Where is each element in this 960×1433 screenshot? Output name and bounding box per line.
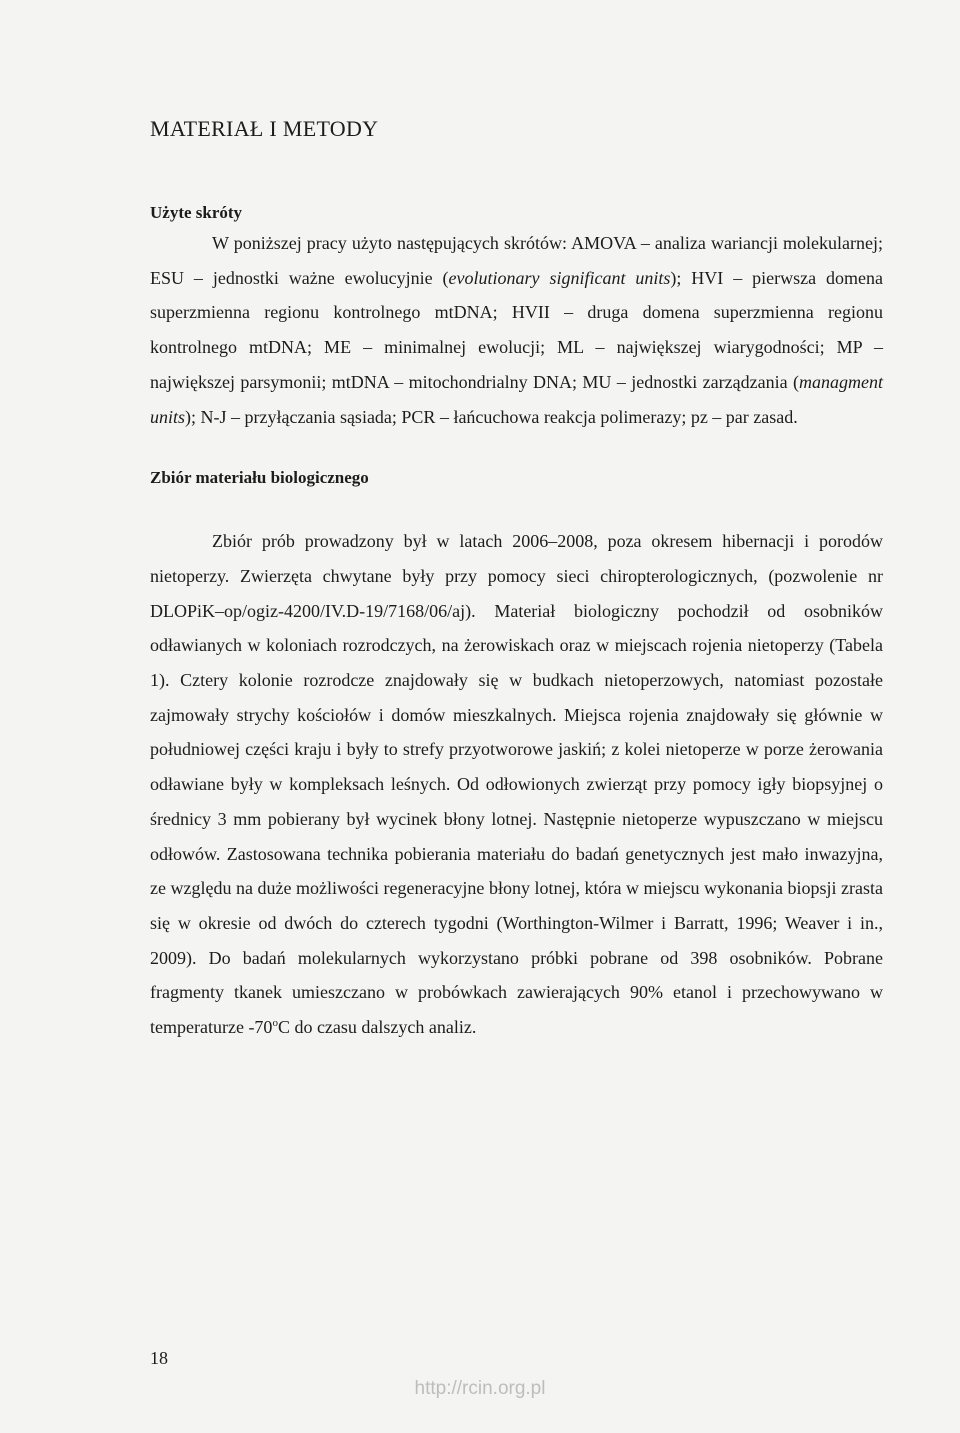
degree-superscript: o [272, 1017, 278, 1030]
text-run: ); N-J – przyłączania sąsiada; PCR – łańcuchowa reakcja polimerazy; pz – par zasad. [185, 406, 798, 427]
text-run-italic: evolutionary significant units [448, 267, 671, 288]
text-run: C do czasu dalszych analiz. [277, 1017, 477, 1038]
chapter-title: MATERIAŁ I METODY [150, 116, 379, 141]
section-heading-biological-material: Zbiór materiału biologicznego [150, 468, 369, 488]
text-run: Zbiór prób prowadzony był w latach 2006–2008, poza okresem hibernacji i porodów nietoperzy. Zwierzęta chwytane były przy pomocy sieci chiropterologicznych, (pozwolenie nr DLOPiK–op/ogiz-4200/IV.D-19/7168/06/aj). Materiał biologiczny pochodził od osobników odławianych w koloniach rozrodczych, na żerowiskach oraz w miejscach rojenia nietoperzy (Tabela 1). Cztery kolonie rozrodcze znajdowały się w budkach nietoperzowych, natomiast pozostałe zajmowały strychy kościołów i domów mieszkalnych. Miejsca rojenia znajdowały się głównie w południowej części kraju i były to strefy przyotworowe jaskiń; z kolei nietoperze w porze żerowania odławiane były w kompleksach leśnych. Od odłowionych zwierząt przy pomocy igły biopsyjnej o średnicy 3 mm pobierany był wycinek błony lotnej. Następnie nietoperze wypuszczano w miejscu odłowów. Zastosowana technika pobierania materiału do badań genetycznych jest mało inwazyjna, ze względu na duże możliwości regeneracyjne błony lotnej, która w miejscu wykonania biopsji zrasta się w okresie od dwóch do czterech tygodni (Worthington-Wilmer i Barratt, 1996; Weaver i in., 2009). Do badań molekularnych wykorzystano próbki pobrane od 398 osobników. Pobrane fragmenty tkanek umieszczano w probówkach zawierających 90% etanol i przechowywano w temperaturze -70 [150, 531, 883, 1038]
text-run: W poniższej pracy użyto następujących skrótów: AMOVA – analiza wariancji molekularnej; ESU – jednostki ważne ewolucyjnie ( [150, 233, 883, 288]
source-watermark-url: http://rcin.org.pl [414, 1378, 546, 1399]
text-run: ); HVI – pierwsza domena superzmienna regionu kontrolnego mtDNA; HVII – druga domena superzmienna regionu kontrolnego mtDNA; ME – minimalnej ewolucji; ML – największej wiarygodności; MP – największej parsymonii; mtDNA – mitochondrialny DNA; MU – jednostki zarządzania ( [150, 267, 883, 392]
text-run-italic: managment units [150, 371, 883, 427]
page-number: 18 [150, 1348, 168, 1368]
biological-material-paragraph [150, 524, 883, 1045]
page-content [150, 114, 883, 1045]
section-heading-abbreviations: Użyte skróty [150, 203, 243, 222]
abbreviations-paragraph [150, 226, 883, 434]
